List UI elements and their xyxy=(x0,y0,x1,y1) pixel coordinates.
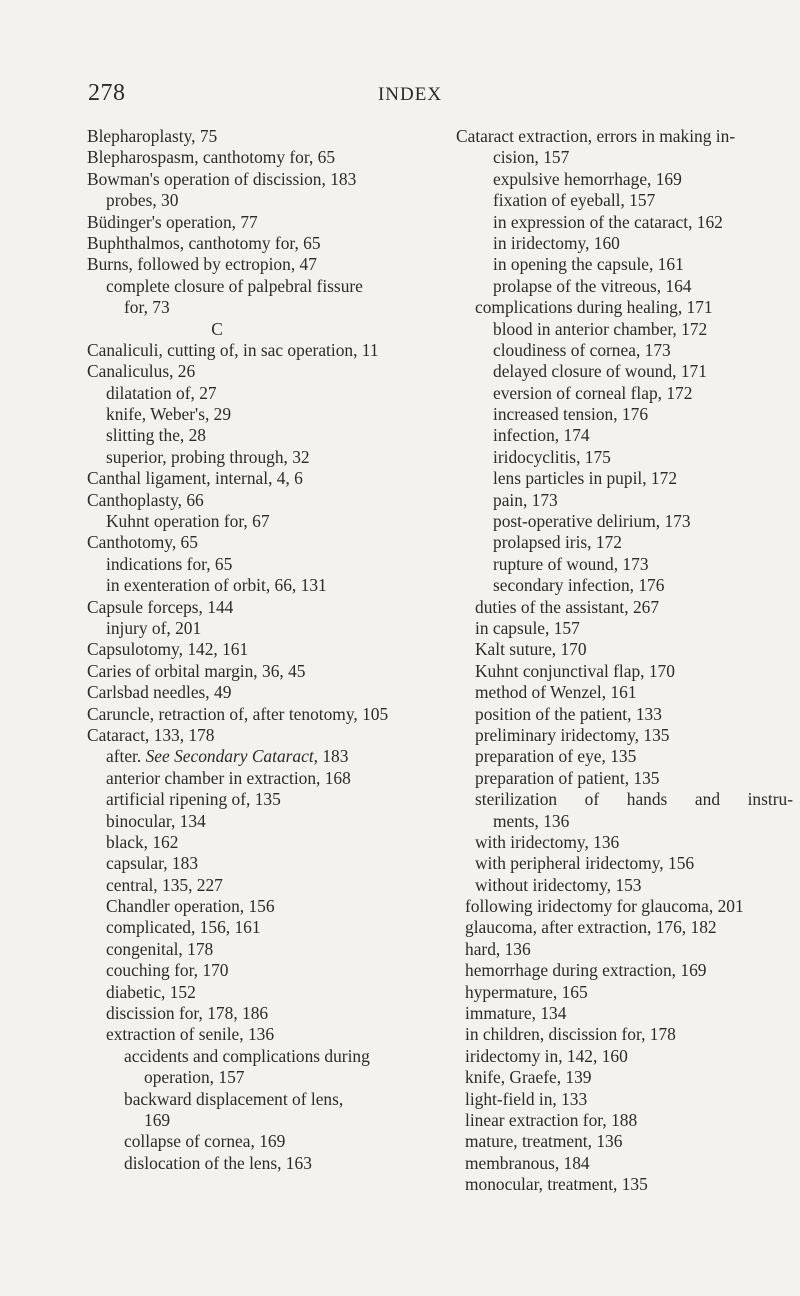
index-entry: immature, 134 xyxy=(465,1003,567,1024)
index-entry: Canthal ligament, internal, 4, 6 xyxy=(87,468,303,489)
index-entry: central, 135, 227 xyxy=(106,874,223,895)
index-entry: extraction of senile, 136 xyxy=(106,1024,275,1045)
index-entry: Cataract extraction, errors in making in- xyxy=(456,126,736,146)
index-entry: sterilization of hands and instru- xyxy=(475,789,793,810)
running-head: INDEX xyxy=(377,84,443,105)
index-entry: blood in anterior chamber, 172 xyxy=(493,318,708,339)
entry-page-ref: 183 xyxy=(318,746,349,767)
index-entry: glaucoma, after extraction, 176, 182 xyxy=(465,917,717,938)
index-entry: without iridectomy, 153 xyxy=(475,874,642,895)
index-entry: hard, 136 xyxy=(465,938,531,959)
index-entry: prolapsed iris, 172 xyxy=(493,532,622,553)
entry-text: after. xyxy=(106,746,146,767)
index-entry: Canthoplasty, 66 xyxy=(87,489,204,510)
index-entry: duties of the assistant, 267 xyxy=(475,596,660,617)
index-entry: with iridectomy, 136 xyxy=(475,831,620,852)
cross-reference: See Secondary Cataract, xyxy=(145,746,319,767)
index-entry: pain, 173 xyxy=(493,489,558,510)
index-entry: congenital, 178 xyxy=(106,938,214,959)
index-entry: couching for, 170 xyxy=(106,960,229,981)
index-entry: Caries of orbital margin, 36, 45 xyxy=(87,660,306,681)
index-entry: accidents and complications during xyxy=(124,1045,370,1066)
index-entry: linear extraction for, 188 xyxy=(465,1109,638,1130)
index-entry: Canthotomy, 65 xyxy=(87,532,198,553)
index-entry: capsular, 183 xyxy=(106,853,199,874)
index-entry: Canaliculi, cutting of, in sac operation, 11 xyxy=(87,339,379,360)
index-entry: dislocation of the lens, 163 xyxy=(124,1152,312,1173)
index-entry: fixation of eyeball, 157 xyxy=(493,190,656,211)
index-entry: operation, 157 xyxy=(144,1067,245,1088)
right-index-column xyxy=(456,126,800,1196)
index-entry: Kalt suture, 170 xyxy=(475,639,587,660)
index-entry: hemorrhage during extraction, 169 xyxy=(465,960,707,981)
index-entry: delayed closure of wound, 171 xyxy=(493,361,707,382)
index-entry: in children, discission for, 178 xyxy=(465,1024,676,1045)
index-entry xyxy=(87,746,432,767)
index-entry: Capsule forceps, 144 xyxy=(87,596,234,617)
index-entry: black, 162 xyxy=(106,831,179,852)
index-entry: light-field in, 133 xyxy=(465,1088,588,1109)
index-entry: preliminary iridectomy, 135 xyxy=(475,724,670,745)
index-entry: injury of, 201 xyxy=(106,617,202,638)
index-entry: Capsulotomy, 142, 161 xyxy=(87,639,249,660)
index-entry: Cataract, 133, 178 xyxy=(87,724,215,745)
index-entry: Bowman's operation of discission, 183 xyxy=(87,168,357,189)
index-entry: Büdinger's operation, 77 xyxy=(87,211,258,232)
index-entry: discission for, 178, 186 xyxy=(106,1003,269,1024)
index-entry: cision, 157 xyxy=(493,147,570,168)
index-entry: in iridectomy, 160 xyxy=(493,232,620,253)
index-entry: dilatation of, 27 xyxy=(106,382,217,403)
index-entry: secondary infection, 176 xyxy=(493,575,665,596)
index-entry: rupture of wound, 173 xyxy=(493,553,649,574)
index-entry: for, 73 xyxy=(124,297,170,318)
index-entry: method of Wenzel, 161 xyxy=(475,682,637,703)
index-entry: probes, 30 xyxy=(106,190,179,211)
index-entry: following iridectomy for glaucoma, 201 xyxy=(465,896,744,917)
page-number: 278 xyxy=(88,80,126,106)
index-entry: with peripheral iridectomy, 156 xyxy=(475,853,695,874)
index-entry: increased tension, 176 xyxy=(493,404,649,425)
index-entry: artificial ripening of, 135 xyxy=(106,789,281,810)
index-entry: complications during healing, 171 xyxy=(475,297,713,318)
index-entry: lens particles in pupil, 172 xyxy=(493,468,678,489)
index-entry: Canaliculus, 26 xyxy=(87,361,196,382)
index-entry: 169 xyxy=(144,1109,171,1130)
index-entry: Blepharospasm, canthotomy for, 65 xyxy=(87,147,336,168)
index-entry: monocular, treatment, 135 xyxy=(465,1174,648,1195)
index-entry: hypermature, 165 xyxy=(465,981,588,1002)
index-entry: expulsive hemorrhage, 169 xyxy=(493,168,682,189)
index-entry: indications for, 65 xyxy=(106,553,233,574)
index-entry: anterior chamber in extraction, 168 xyxy=(106,767,351,788)
index-entry: Chandler operation, 156 xyxy=(106,896,275,917)
index-entry: mature, treatment, 136 xyxy=(465,1131,623,1152)
left-index-column xyxy=(87,126,432,1174)
section-letter-heading: C xyxy=(211,318,223,339)
index-entry: membranous, 184 xyxy=(465,1152,590,1173)
index-entry: cloudiness of cornea, 173 xyxy=(493,339,671,360)
index-entry: eversion of corneal flap, 172 xyxy=(493,382,693,403)
index-entry: in exenteration of orbit, 66, 131 xyxy=(106,575,327,596)
index-entry: collapse of cornea, 169 xyxy=(124,1131,286,1152)
index-entry: prolapse of the vitreous, 164 xyxy=(493,275,692,296)
index-entry: iridectomy in, 142, 160 xyxy=(465,1045,628,1066)
index-entry: preparation of eye, 135 xyxy=(475,746,637,767)
index-entry: complete closure of palpebral fissure xyxy=(106,275,363,296)
index-entry: Burns, followed by ectropion, 47 xyxy=(87,254,317,275)
index-entry: binocular, 134 xyxy=(106,810,206,831)
index-entry: diabetic, 152 xyxy=(106,981,196,1002)
index-entry: Caruncle, retraction of, after tenotomy, 105 xyxy=(87,703,389,724)
index-entry: superior, probing through, 32 xyxy=(106,446,310,467)
index-entry: ments, 136 xyxy=(493,810,570,831)
index-entry: in expression of the cataract, 162 xyxy=(493,211,723,232)
index-entry: iridocyclitis, 175 xyxy=(493,446,611,467)
index-entry: position of the patient, 133 xyxy=(475,703,662,724)
index-entry: Kuhnt operation for, 67 xyxy=(106,511,270,532)
index-entry: Carlsbad needles, 49 xyxy=(87,682,232,703)
index-entry: knife, Weber's, 29 xyxy=(106,404,232,425)
index-entry: post-operative delirium, 173 xyxy=(493,511,691,532)
index-entry: knife, Graefe, 139 xyxy=(465,1067,592,1088)
index-entry: Kuhnt conjunctival flap, 170 xyxy=(475,660,675,681)
index-entry: preparation of patient, 135 xyxy=(475,767,660,788)
index-entry: slitting the, 28 xyxy=(106,425,206,446)
index-entry: in capsule, 157 xyxy=(475,617,580,638)
index-entry: Buphthalmos, canthotomy for, 65 xyxy=(87,232,321,253)
index-entry: backward displacement of lens, xyxy=(124,1088,344,1109)
index-entry: Blepharoplasty, 75 xyxy=(87,126,218,146)
index-entry: in opening the capsule, 161 xyxy=(493,254,684,275)
index-entry: infection, 174 xyxy=(493,425,590,446)
index-entry: complicated, 156, 161 xyxy=(106,917,261,938)
